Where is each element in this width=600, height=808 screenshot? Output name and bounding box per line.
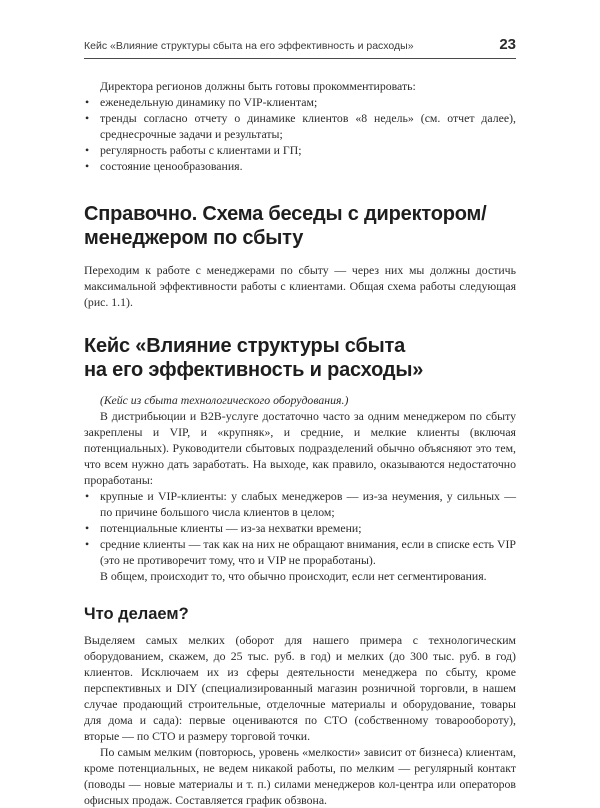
case-source-note: (Кейс из сбыта технологического оборудования.)	[100, 393, 349, 407]
case-paragraph: В дистрибьюции и B2B-услуге достаточно часто за одним менеджером по сбыту закреплены и VIP, и «крупняк», и средние, и мелкие клиенты (включая потенциальных). Руководители сбытовых подразделений обычно объясняют это тем, что всем нужно дать заработать. На выходе, как правило, оказываются недостаточно проработаны:	[84, 409, 516, 487]
running-header	[84, 36, 516, 53]
what-paragraph: По самым мелким (повторюсь, уровень «мелкости» зависит от бизнеса) клиентам, кроме потенциальных, не ведем никакой работы, по мелким — регулярный контакт (поводы — новые материалы и т. п.) силами менеджеров кол-центра или операторов офисных продаж. Составляется график обзвона.	[84, 745, 516, 807]
intro-lead: Директора регионов должны быть готовы прокомментировать:	[100, 79, 416, 93]
bullet-icon: •	[85, 489, 90, 503]
header-rule	[84, 58, 516, 59]
intro-bullet-list	[84, 94, 516, 174]
list-item: • состояние ценообразования.	[85, 159, 243, 173]
reference-paragraph: Переходим к работе с менеджерами по сбыту — через них мы должны достичь максимальной эффективности работы с клиентами. Общая схема работы следующая (рис. 1.1).	[84, 263, 516, 309]
bullet-icon: •	[85, 537, 90, 551]
section-heading-reference: Справочно. Схема беседы с директором/ менеджером по сбыту	[84, 203, 487, 249]
list-item: • тренды согласно отчету о динамике клиентов «8 недель» (см. отчет далее), среднесрочные задачи и результаты;	[85, 111, 516, 141]
page-body	[84, 64, 516, 808]
list-item: • регулярность работы с клиентами и ГП;	[85, 143, 302, 157]
case-conclusion: В общем, происходит то, что обычно происходит, если нет сегментирования.	[100, 569, 487, 583]
bullet-icon: •	[85, 159, 90, 173]
list-item: • потенциальные клиенты — из-за нехватки времени;	[85, 521, 362, 535]
case-bullet-list	[84, 488, 516, 568]
page-number: 23	[499, 36, 516, 53]
list-item: • крупные и VIP-клиенты: у слабых менеджеров — из-за неумения, у сильных — по причине большого числа клиентов в целом;	[85, 489, 516, 519]
section-heading-case: Кейс «Влияние структуры сбыта на его эффективность и расходы»	[84, 335, 424, 381]
bullet-icon: •	[85, 521, 90, 535]
bullet-icon: •	[85, 111, 90, 125]
running-title: Кейс «Влияние структуры сбыта на его эффективность и расходы»	[84, 40, 414, 52]
list-item: • средние клиенты — так как на них не обращают внимания, если в списке есть VIP (это не противоречит тому, что и VIP не проработаны).	[85, 537, 516, 567]
section-heading-what: Что делаем?	[84, 605, 189, 623]
what-paragraph: Выделяем самых мелких (оборот для нашего примера с технологическим оборудованием, скажем, до 25 тыс. руб. в год) и мелких (до 300 тыс. руб. в год) клиентов. Исключаем их из сферы деятельности менеджера по сбыту, кроме перспективных и DIY (специализированный магазин розничной торговли, в нашем случае продающий строительные, отделочные материалы и оборудование, товары для дома и сада): первые оцениваются по СТО (собственному товарообороту), вторые — по СТО и размеру торговой точки.	[84, 633, 516, 743]
bullet-icon: •	[85, 143, 90, 157]
bullet-icon: •	[85, 95, 90, 109]
list-item: • еженедельную динамику по VIP-клиентам;	[85, 95, 318, 109]
